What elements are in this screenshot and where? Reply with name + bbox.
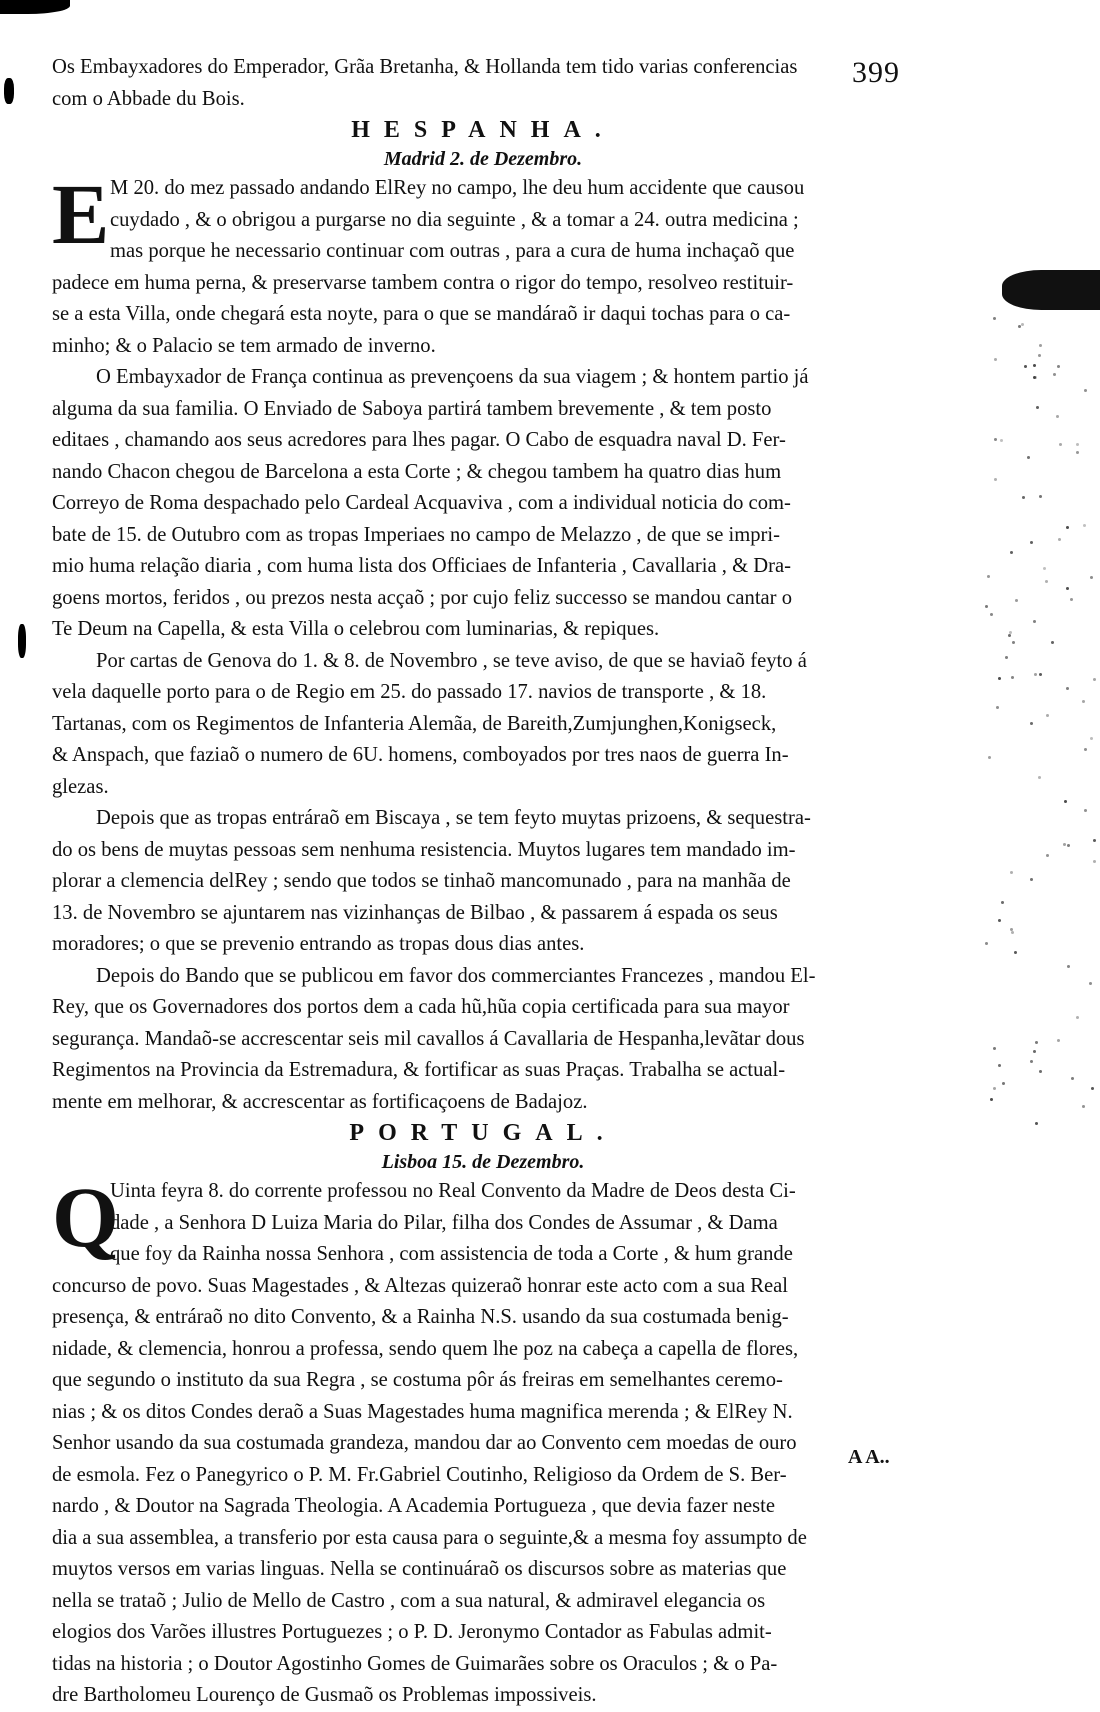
- text-line: nidade, & clemencia, honrou a professa, sendo quem lhe poz na cabeça a capella de flores,: [52, 1337, 799, 1360]
- document-page: [52, 52, 914, 1712]
- text-line: nardo , & Doutor na Sagrada Theologia. A Academia Portugueza , que devia fazer neste: [52, 1495, 776, 1517]
- intro-line: Os Embayxadores do Emperador, Grãa Bretanha, & Hollanda tem tido varias conferencias: [52, 56, 798, 78]
- text-line: bate de 15. de Outubro com as tropas Imperiaes no campo de Melazzo , de que se impri-: [52, 523, 780, 546]
- text-line: elogios dos Varões illustres Portuguezes ; o P. D. Jeronymo Contador as Fabulas admit-: [52, 1621, 772, 1643]
- text-line: do os bens de muytas pessoas sem nenhuma resistencia. Muytos lugares tem mandado im-: [52, 838, 796, 861]
- text-line: nella se trataõ ; Julio de Mello de Castro , com a sua natural, & admiravel elegancia os: [52, 1589, 766, 1612]
- catchword: A A..: [848, 1446, 890, 1468]
- sections: [52, 115, 914, 1712]
- paragraph: [52, 166, 914, 362]
- intro-text: [52, 52, 914, 115]
- page-number: 399: [852, 56, 900, 89]
- text-line: goens mortos, feridos , ou prezos nesta acçaõ ; por cujo feliz successo se mandou cantar o: [52, 586, 792, 609]
- text-line: concurso de povo. Suas Magestades , & Altezas quizeraõ honrar este acto com a sua Real: [52, 1274, 788, 1297]
- text-line: Depois que as tropas entráraõ em Biscaya , se tem feyto muytas prizoens, & sequestra-: [96, 807, 811, 829]
- scan-smudge-top-left: [0, 0, 70, 14]
- text-line: muytos versos em varias linguas. Nella se continuáraõ os discursos sobre as materias que: [52, 1558, 787, 1580]
- text-line: mente em melhorar, & accrescentar as fortificaçoens de Badajoz.: [52, 1090, 588, 1113]
- text-line: dre Bartholomeu Lourenço de Gusmaõ os Problemas impossiveis.: [52, 1684, 597, 1706]
- text-line: M 20. do mez passado andando ElRey no campo, lhe deu hum accidente que causou: [110, 177, 805, 199]
- text-line: se a esta Villa, onde chegará esta noyte, para o que se mandáraõ ir daqui tochas para o ca-: [52, 303, 791, 325]
- paragraph: [52, 646, 914, 804]
- text-line: tidas na historia ; o Doutor Agostinho Gomes de Guimarães sobre os Oraculos ; & o Pa-: [52, 1652, 778, 1675]
- intro-line: com o Abbade du Bois.: [52, 87, 245, 110]
- text-line: cuydado , & o obrigou a purgarse no dia seguinte , & a tomar a 24. outra medicina ;: [110, 208, 799, 231]
- text-line: Te Deum na Capella, & esta Villa o celebrou com luminarias, & repiques.: [52, 618, 660, 640]
- section-title: PORTUGAL.: [349, 1120, 617, 1146]
- text-line: alguma da sua familia. O Enviado de Saboya partirá tambem brevemente , & tem posto: [52, 397, 772, 420]
- paragraph: [52, 961, 914, 1119]
- text-line: Regimentos na Provincia da Estremadura, & fortificar as suas Praças. Trabalha se actual-: [52, 1059, 786, 1081]
- text-line: mio huma relação diaria , com huma lista dos Officiaes de Infanteria , Cavallaria , & Dra-: [52, 555, 791, 577]
- text-line: vela daquelle porto para o de Regio em 25. do passado 17. navios de transporte , & 18.: [52, 681, 767, 703]
- scan-smudge-left-2: [18, 624, 26, 658]
- drop-cap: Q: [52, 1169, 119, 1265]
- scan-smudge-left: [4, 78, 14, 104]
- text-line: segurança. Mandaõ-se accrescentar seis mil cavallos á Cavallaria de Hespanha,levãtar dous: [52, 1027, 805, 1050]
- section-hespanha: [52, 115, 914, 1118]
- paragraph: [52, 362, 914, 646]
- dateline: Lisboa 15. de Dezembro.: [381, 1151, 585, 1173]
- text-line: mas porque he necessario continuar com outras , para a cura de huma inchaçaõ que: [110, 240, 795, 262]
- section-title: HESPANHA.: [351, 117, 615, 143]
- paragraph: [52, 1169, 914, 1712]
- text-line: que foy da Rainha nossa Senhora , com assistencia de toda a Corte , & hum grande: [110, 1243, 793, 1265]
- dateline: Madrid 2. de Dezembro.: [383, 148, 583, 170]
- text-line: Senhor usando da sua costumada grandeza, mandou dar ao Convento cem moedas de ouro: [52, 1432, 797, 1454]
- text-line: de esmola. Fez o Panegyrico o P. M. Fr.Gabriel Coutinho, Religioso da Ordem de S. Ber-: [52, 1463, 787, 1486]
- text-line: O Embayxador de França continua as prevençoens da sua viagem ; & hontem partio já: [96, 366, 809, 388]
- text-line: Correyo de Roma despachado pelo Cardeal Acquaviva , com a individual noticia do com-: [52, 492, 791, 514]
- section-portugal: [52, 1118, 914, 1712]
- text-line: nias ; & os ditos Condes deraõ a Suas Magestades huma magnifica merenda ; & ElRey N.: [52, 1400, 793, 1423]
- text-line: editaes , chamando aos seus acredores para lhes pagar. O Cabo de esquadra naval D. Fer-: [52, 429, 786, 451]
- text-line: Depois do Bando que se publicou em favor dos commerciantes Francezes , mandou El-: [96, 964, 816, 987]
- text-line: & Anspach, que faziaõ o numero de 6U. homens, comboyados por tres naos de guerra In-: [52, 744, 789, 766]
- text-line: glezas.: [52, 775, 109, 798]
- scan-speckle-right: [985, 300, 1100, 1160]
- text-line: minho; & o Palacio se tem armado de inverno.: [52, 334, 436, 357]
- text-line: que segundo o instituto da sua Regra , se costuma pôr ás freiras em semelhantes ceremo-: [52, 1369, 783, 1391]
- text-line: moradores; o que se preveniо entrando as tropas dous dias antes.: [52, 933, 585, 955]
- text-line: dade , a Senhora D Luiza Maria do Pilar, filha dos Condes de Assumar , & Dama: [110, 1211, 778, 1234]
- text-line: padece em huma perna, & preservarse tambem contra o rigor do tempo, resolveo restituir-: [52, 271, 794, 294]
- text-line: presença, & entráraõ no dito Convento, & a Rainha N.S. usando da sua costumada benig-: [52, 1306, 789, 1328]
- text-line: nando Chacon chegou de Barcelona a esta Corte ; & chegou tambem ha quatro dias hum: [52, 460, 782, 483]
- text-line: Uinta feyra 8. do corrente professou no Real Convento da Madre de Deos desta Ci-: [110, 1180, 796, 1202]
- paragraph: [52, 803, 914, 961]
- text-line: dia a sua assemblea, a transferio por esta causa para o seguinte,& a mesma foy assumpto de: [52, 1526, 807, 1549]
- drop-cap: E: [52, 166, 110, 262]
- text-line: plorar a clemencia delRey ; sendo que todos se tinhaõ mancomunado , para na manhãa de: [52, 870, 791, 892]
- text-line: Por cartas de Genova do 1. & 8. de Novembro , se teve aviso, de que se haviaõ feyto á: [96, 649, 807, 672]
- text-line: 13. de Novembro se ajuntarem nas vizinhanças de Bilbao , & passarem á espada os seus: [52, 901, 778, 924]
- text-line: Tartanas, com os Regimentos de Infanteria Alemãa, de Bareith,Zumjunghen,Konigseck,: [52, 712, 777, 735]
- text-line: Rey, que os Governadores dos portos dem a cada hũ,hũa copia certificada para sua mayor: [52, 996, 790, 1018]
